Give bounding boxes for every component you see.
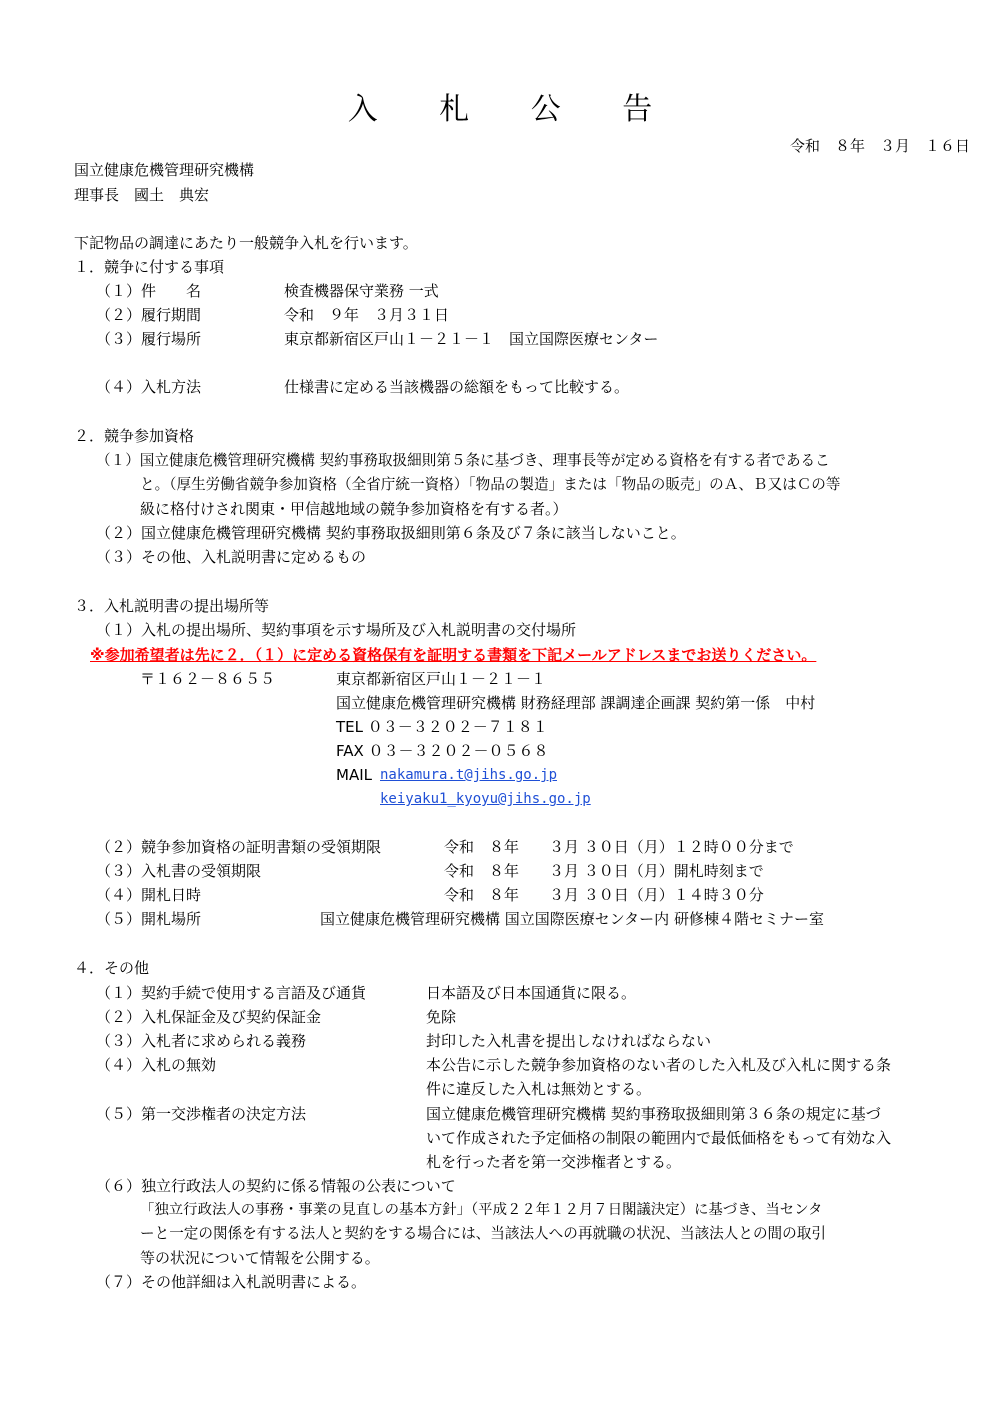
sec1-item2-value: 令和 ９年 ３月３１日 [284, 306, 450, 324]
sec4-item5-value1: 国立健康危機管理研究機構 契約事務取扱細則第３６条の規定に基づ [426, 1105, 881, 1123]
sec4-item6-body1: 「独立行政法人の事務・事業の見直しの基本方針」（平成２２年１２月７日閣議決定）に基づき、当センタ [140, 1202, 823, 1218]
contact-address: 東京都新宿区戸山１－２１－１ [336, 670, 547, 688]
sec2-item1-line1: （１）国立健康危機管理研究機構 契約事務取扱細則第５条に基づき、理事長等が定める資格を有する者であるこ [96, 452, 830, 469]
sec2-item1-line3: 級に格付けされ関東・甲信越地域の競争参加資格を有する者。） [140, 500, 568, 518]
contact-mail-label: MAIL [336, 766, 372, 784]
sec1-item1-label: （１）件 名 [96, 282, 202, 300]
issuer-org: 国立健康危機管理研究機構 [74, 161, 255, 179]
sec3-item3-label: （３）入札書の受領期限 [96, 862, 262, 880]
mail-link-keiyaku[interactable]: keiyaku1_kyoyu@jihs.go.jp [380, 791, 591, 807]
contact-dept: 国立健康危機管理研究機構 財務経理部 課調達企画課 契約第一係 中村 [336, 694, 816, 712]
contact-tel: TEL ０３－３２０２－７１８１ [336, 718, 548, 736]
sec4-item3-value: 封印した入札書を提出しなければならない [426, 1032, 712, 1050]
sec4-item2-label: （２）入札保証金及び契約保証金 [96, 1008, 322, 1026]
sec3-item4-value: 令和 ８年 ３月 ３０日（月）１４時３０分 [444, 886, 764, 904]
sec1-item4-value: 仕様書に定める当該機器の総額をもって比較する。 [284, 378, 630, 396]
intro-text: 下記物品の調達にあたり一般競争入札を行います。 [74, 234, 418, 252]
notice-date: 令和 ８年 ３月 １６日 [789, 137, 970, 155]
mail-link-nakamura[interactable]: nakamura.t@jihs.go.jp [380, 767, 558, 783]
sec3-item5-label: （５）開札場所 [96, 910, 202, 928]
sec4-item3-label: （３）入札者に求められる義務 [96, 1032, 307, 1050]
section-3-heading: ３．入札説明書の提出場所等 [74, 597, 270, 615]
sec3-item3-value: 令和 ８年 ３月 ３０日（月）開札時刻まで [444, 862, 764, 880]
sec4-item6-label: （６）独立行政法人の契約に係る情報の公表について [96, 1177, 456, 1195]
sec3-item4-label: （４）開札日時 [96, 886, 202, 904]
sec2-item1-line2: と。（厚生労働省競争参加資格（全省庁統一資格）「物品の製造」または「物品の販売」のＡ、Ｂ又はＣの等 [140, 476, 841, 493]
sec4-item2-value: 免除 [426, 1008, 457, 1026]
sec3-item5-value: 国立健康危機管理研究機構 国立国際医療センター内 研修棟４階セミナー室 [320, 910, 824, 928]
sec4-item7: （７）その他詳細は入札説明書による。 [96, 1273, 367, 1291]
page-title: 入 札 公 告 [347, 92, 679, 127]
section-4-heading: ４．その他 [74, 959, 150, 977]
sec4-item5-label: （５）第一交渉権者の決定方法 [96, 1105, 307, 1123]
section-1-heading: １．競争に付する事項 [74, 258, 225, 276]
sec3-red-notice: ※参加希望者は先に２．（１）に定める資格保有を証明する書類を下記メールアドレスまでお送りください。 [90, 646, 817, 664]
postal-code: 〒１６２－８６５５ [140, 670, 276, 688]
sec3-item2-value: 令和 ８年 ３月 ３０日（月）１２時００分まで [444, 838, 794, 856]
sec2-item3: （３）その他、入札説明書に定めるもの [96, 548, 367, 566]
sec4-item1-label: （１）契約手続で使用する言語及び通貨 [96, 984, 367, 1002]
sec1-item3-value: 東京都新宿区戸山１－２１－１ 国立国際医療センター [284, 330, 659, 348]
sec3-item2-label: （２）競争参加資格の証明書類の受領期限 [96, 838, 382, 856]
sec4-item4-value2: 件に違反した入札は無効とする。 [426, 1080, 652, 1098]
sec1-item4-label: （４）入札方法 [96, 378, 202, 396]
sec4-item6-body2: ーと一定の関係を有する法人と契約をする場合には、当該法人への再就職の状況、当該法人との間の取引 [140, 1225, 826, 1242]
sec4-item1-value: 日本語及び日本国通貨に限る。 [426, 984, 637, 1002]
sec4-item5-value2: いて作成された予定価格の制限の範囲内で最低価格をもって有効な入 [426, 1129, 892, 1147]
contact-fax: FAX ０３－３２０２－０５６８ [336, 742, 549, 760]
section-2-heading: ２．競争参加資格 [74, 427, 195, 445]
sec1-item3-label: （３）履行場所 [96, 330, 202, 348]
sec4-item6-body3: 等の状況について情報を公開する。 [140, 1249, 380, 1267]
sec1-item2-label: （２）履行期間 [96, 306, 202, 324]
sec4-item5-value3: 札を行った者を第一交渉権者とする。 [426, 1153, 682, 1171]
sec3-item1: （１）入札の提出場所、契約事項を示す場所及び入札説明書の交付場所 [96, 621, 577, 639]
sec2-item2: （２）国立健康危機管理研究機構 契約事務取扱細則第６条及び７条に該当しないこと。 [96, 524, 686, 542]
issuer-person: 理事長 國土 典宏 [74, 186, 210, 204]
sec1-item1-value: 検査機器保守業務 一式 [284, 282, 439, 300]
sec4-item4-label: （４）入札の無効 [96, 1056, 217, 1074]
sec4-item4-value1: 本公告に示した競争参加資格のない者のした入札及び入札に関する条 [426, 1056, 892, 1074]
